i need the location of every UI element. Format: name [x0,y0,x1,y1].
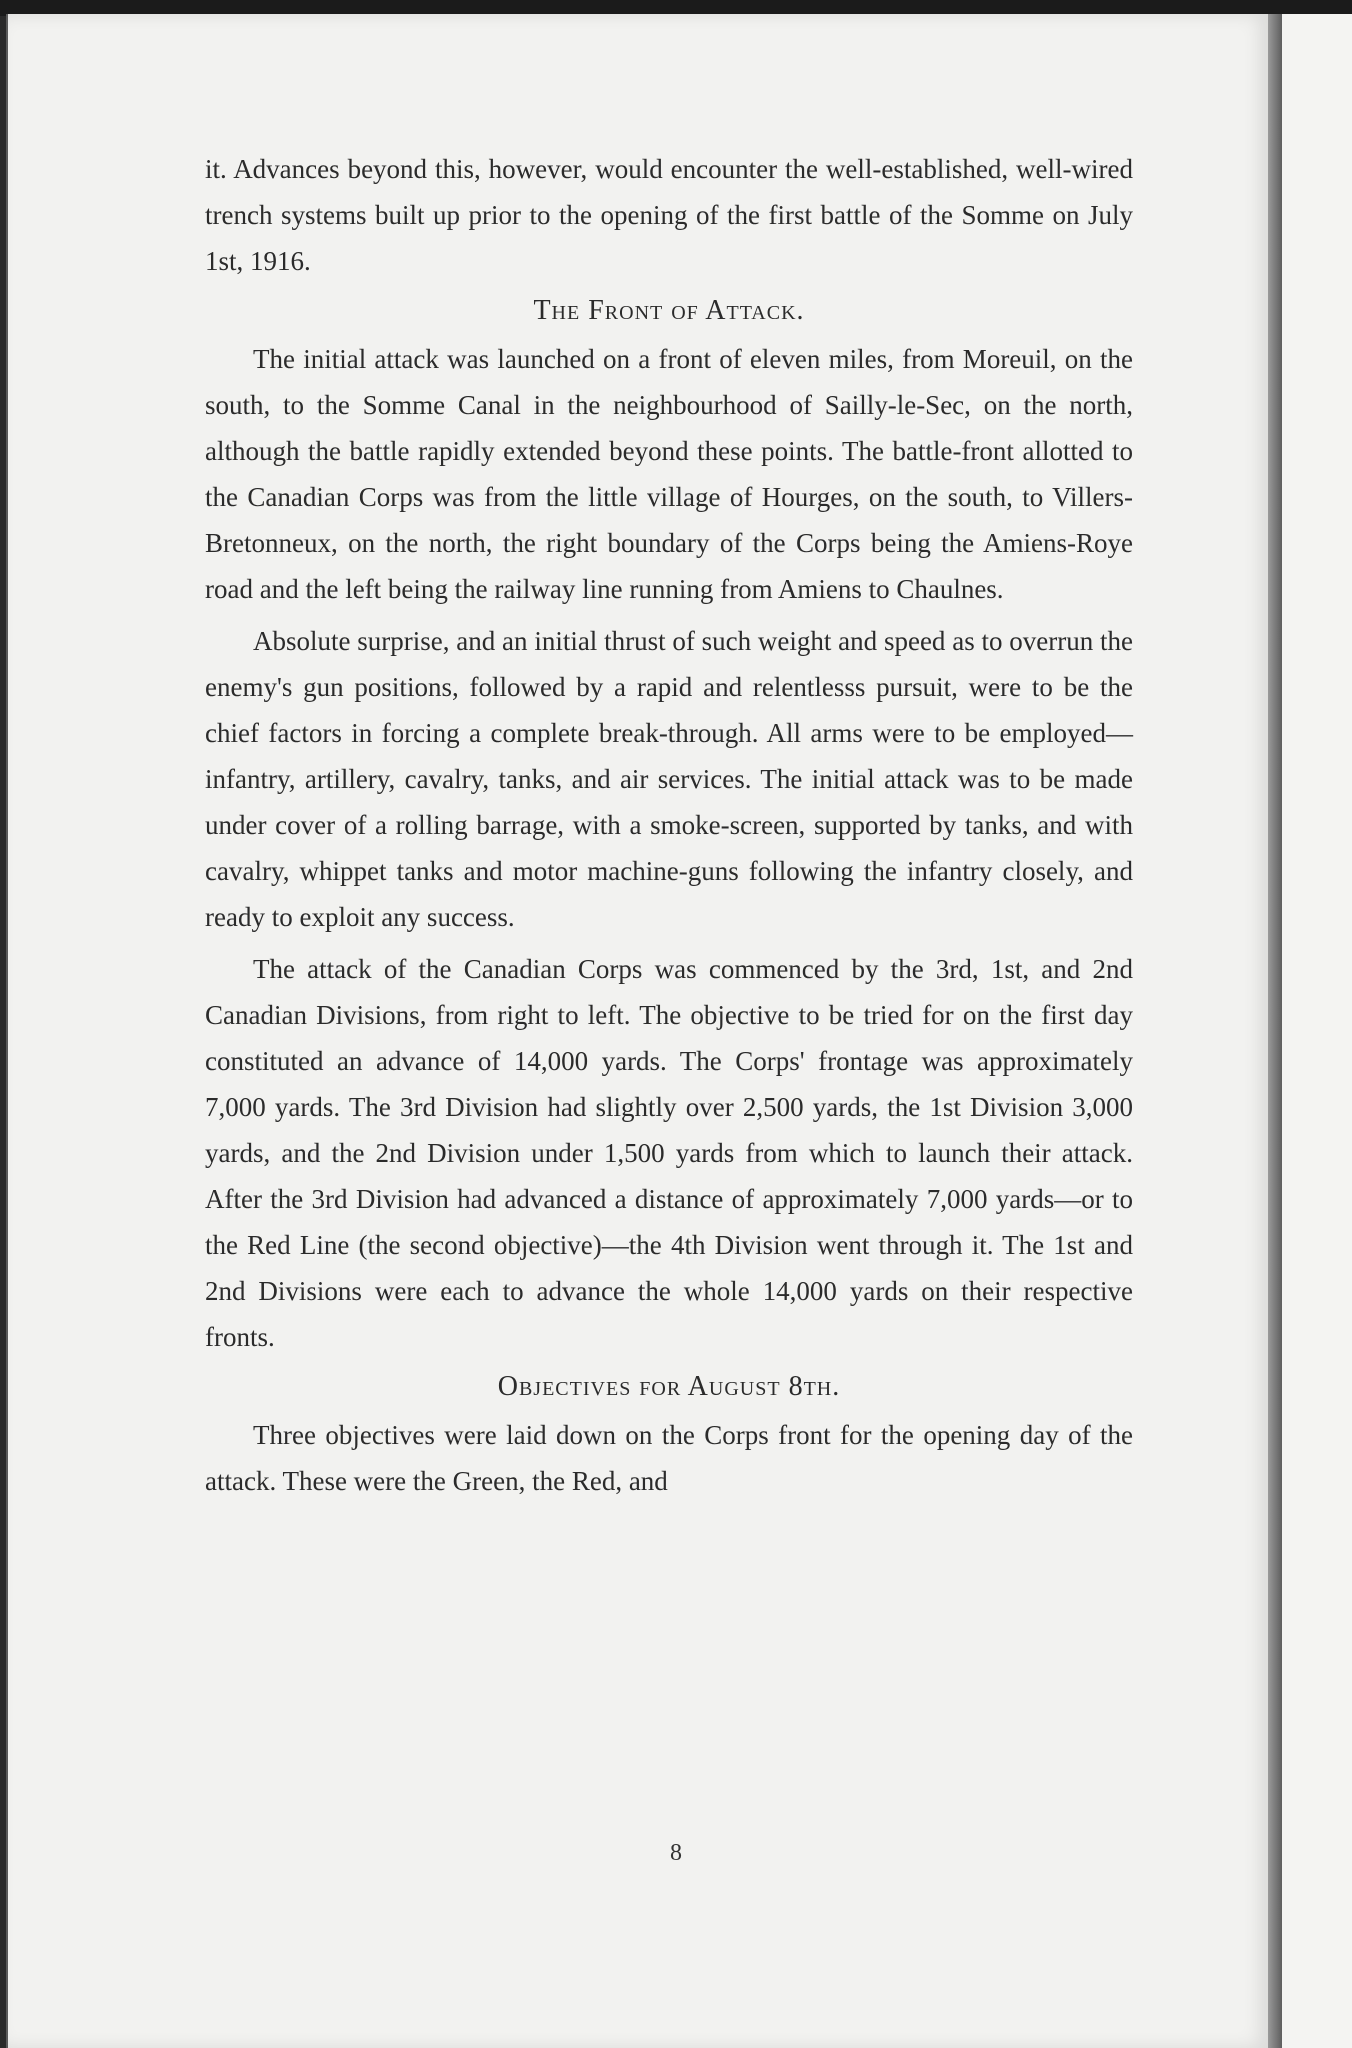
paragraph-front-1: The initial attack was launched on a front of eleven miles, from Moreuil, on the south, to the Somme Canal in the neighbourhood of Sailly-le-Sec, on the north, although the battle rapidly extended beyond these points. The battle-front allotted to the Canadian Corps was from the little village of Hourges, on the south, to Villers-Bretonneux, on the north, the right boundary of the Corps being the Amiens-Roye road and the left being the railway line running from Amiens to Chaulnes. [205,344,1133,604]
book-gutter [1268,14,1282,2048]
paragraph-front-2: Absolute surprise, and an initial thrust of such weight and speed as to overrun the enemy's gun positions, followed by a rapid and relentlesss pursuit, were to be the chief factors in forcing a complete break-through. All arms were to be employed—infantry, artillery, cavalry, tanks, and air services. The initial attack was to be made under cover of a rolling barrage, with a smoke-screen, supported by tanks, and with cavalry, whippet tanks and motor machine-guns following the infantry closely, and ready to exploit any success. [205,626,1133,932]
paragraph-objectives: Three objectives were laid down on the Corps front for the opening day of the attack. These were the Green, the Red, and [205,1420,1133,1496]
section-heading-front-of-attack: The Front of Attack. [533,295,805,326]
page-number: 8 [670,1840,682,1866]
paragraph-front-3: The attack of the Canadian Corps was commenced by the 3rd, 1st, and 2nd Canadian Divisions, from right to left. The objective to be tried for on the first day constituted an advance of 14,000 yards. The Corps' frontage was approximately 7,000 yards. The 3rd Division had slightly over 2,500 yards, the 1st Division 3,000 yards, and the 2nd Division under 1,500 yards from which to launch their attack. After the 3rd Division had advanced a distance of approximately 7,000 yards—or to the Red Line (the second objective)—the 4th Division went through it. The 1st and 2nd Divisions were each to advance the whole 14,000 yards on their respective fronts. [205,954,1133,1352]
page-body-text [205,146,1133,1504]
section-heading-objectives: Objectives for August 8th. [497,1371,841,1402]
opening-paragraph: it. Advances beyond this, however, would encounter the well-established, well-wired trench systems built up prior to the opening of the first battle of the Somme on July 1st, 1916. [205,154,1133,276]
adjacent-page-edge [1282,14,1352,2048]
